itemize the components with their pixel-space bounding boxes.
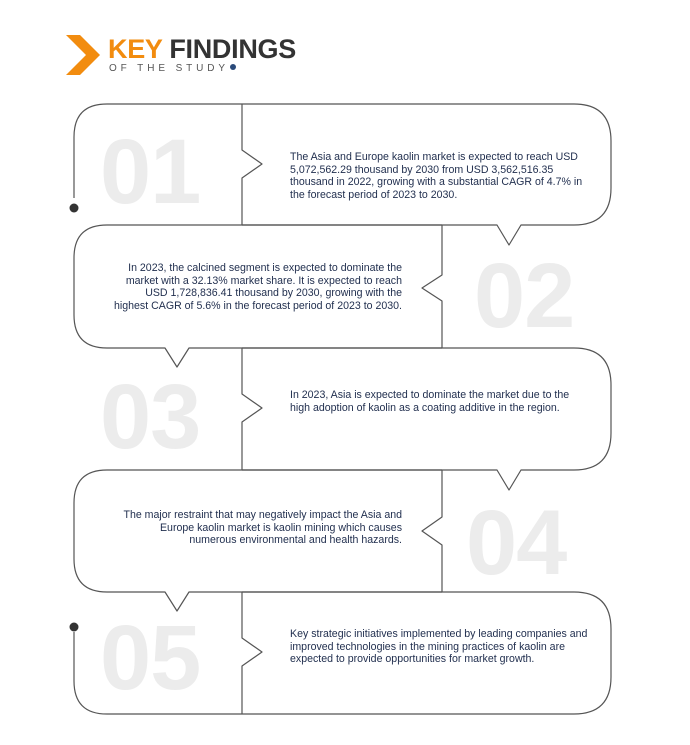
box-3-divider: [242, 348, 262, 470]
finding-text-3: In 2023, Asia is expected to dominate the market due to the high adoption of kaolin as a coating additive in the region.: [290, 389, 570, 414]
box-2-divider: [422, 225, 442, 348]
finding-text-2: In 2023, the calcined segment is expected to dominate the market with a 32.13% market share. It is expected to reach USD 1,728,836.41 thousand by 2030, growing with the highest CAGR of 5.6% in the forecast period of 2023 to 2030.: [114, 262, 402, 312]
finding-number-4: 04: [466, 492, 567, 594]
flow-start-dot-icon: [70, 204, 79, 213]
box-1-divider: [242, 104, 262, 225]
finding-text-4: The major restraint that may negatively impact the Asia and Europe kaolin market is kaolin mining which causes numerous environmental and health hazards.: [123, 509, 402, 547]
title-part2: FINDINGS: [169, 34, 296, 64]
box-5-divider: [242, 592, 262, 714]
finding-text-5: Key strategic initiatives implemented by leading companies and improved technologies in the mining practices of kaolin are expected to provide opportunities for market growth.: [290, 628, 588, 666]
box-4-divider: [422, 470, 442, 592]
finding-text-1: The Asia and Europe kaolin market is expected to reach USD 5,072,562.29 thousand by 2030 from USD 3,562,516.35 thousand in 2022, growing with a substantial CAGR of 4.7% in the forecast period of 2023 to 2030.: [290, 151, 583, 201]
finding-number-2: 02: [474, 245, 575, 347]
finding-number-1: 01: [100, 121, 201, 223]
flow-end-dot-icon: [70, 623, 79, 632]
title-part1: KEY: [108, 34, 163, 64]
finding-number-3: 03: [100, 366, 201, 468]
subtitle-text: OF THE STUDY: [109, 63, 229, 74]
box-3-outline: [242, 348, 611, 490]
finding-number-5: 05: [100, 607, 201, 709]
